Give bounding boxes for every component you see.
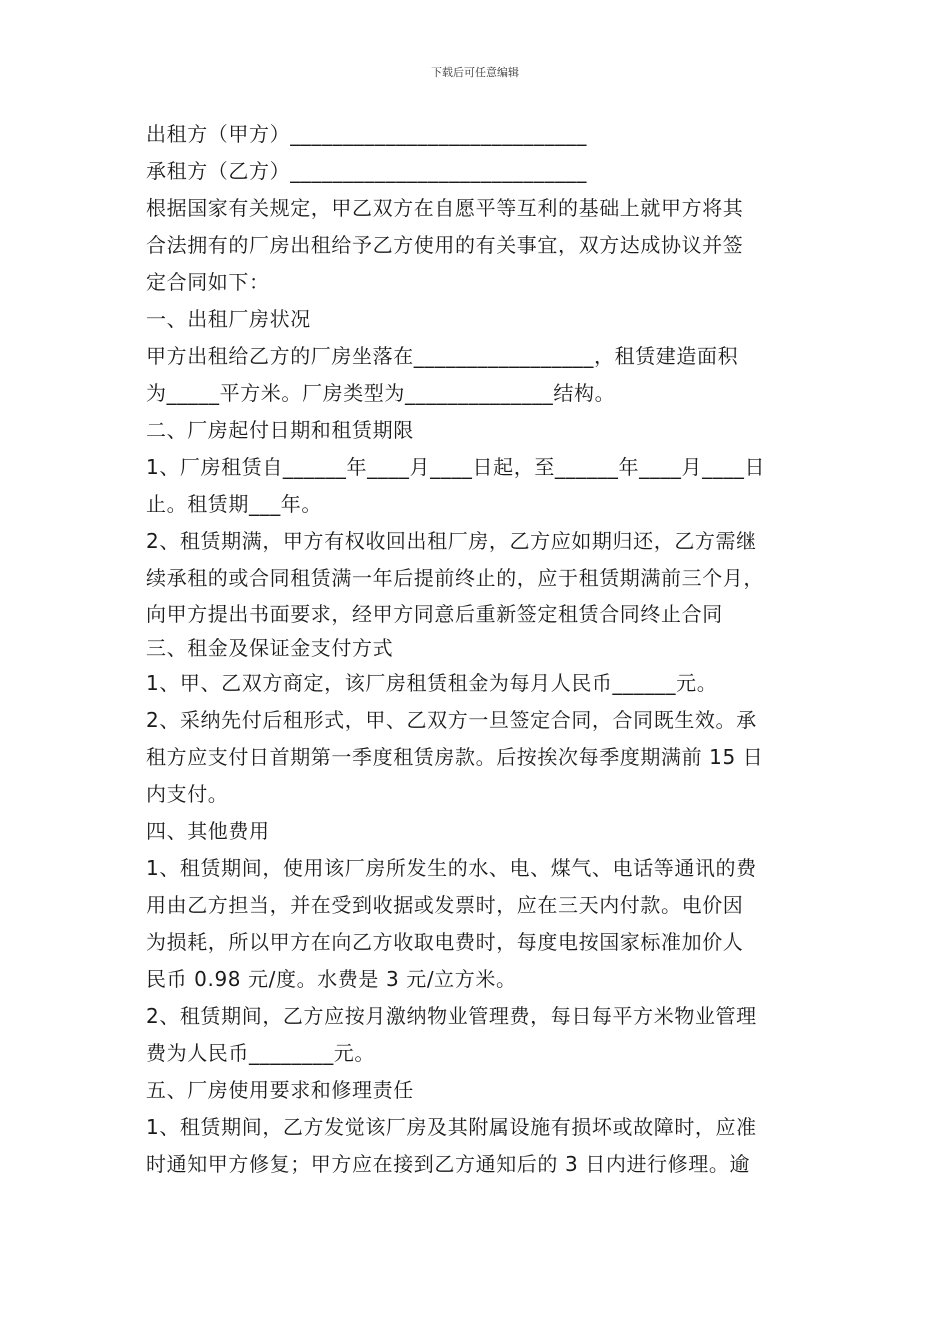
paragraph-line: 2、采纳先付后租形式，甲、乙双方一旦签定合同，合同既生效。承 [146,708,757,732]
section-heading: 二、厂房起付日期和租赁期限 [146,418,414,442]
lessor-line: 出租方（甲方）____________________________ [146,122,587,146]
paragraph-line: 用由乙方担当，并在受到收据或发票时，应在三天内付款。电价因 [146,893,744,917]
paragraph-line: 续承租的或合同租赁满一年后提前终止的，应于租赁期满前三个月， [146,566,764,590]
paragraph-line: 内支付。 [146,782,229,806]
paragraph-line: 费为人民币________元。 [146,1041,375,1065]
paragraph-line: 2、租赁期满，甲方有权收回出租厂房，乙方应如期归还，乙方需继 [146,529,757,553]
paragraph-line: 向甲方提出书面要求，经甲方同意后重新签定租赁合同终止合同 [146,602,723,626]
section-heading: 三、租金及保证金支付方式 [146,636,394,660]
page-header: 下载后可任意编辑 [431,66,519,79]
preamble-line: 定合同如下： [146,270,270,294]
paragraph-line: 甲方出租给乙方的厂房坐落在_________________，租赁建造面积 [146,344,739,368]
paragraph-line: 2、租赁期间，乙方应按月激纳物业管理费，每日每平方米物业管理 [146,1004,757,1028]
paragraph-line: 为损耗，所以甲方在向乙方收取电费时，每度电按国家标准加价人 [146,930,744,954]
paragraph-line: 时通知甲方修复；甲方应在接到乙方通知后的 3 日内进行修理。逾 [146,1152,751,1176]
lessee-line: 承租方（乙方）____________________________ [146,159,587,183]
paragraph-line: 为_____平方米。厂房类型为______________结构。 [146,381,616,405]
paragraph-line: 租方应支付日首期第一季度租赁房款。后按挨次每季度期满前 15 日 [146,745,764,769]
paragraph-line: 民币 0.98 元/度。水费是 3 元/立方米。 [146,967,517,991]
paragraph-line: 1、租赁期间，乙方发觉该厂房及其附属设施有损坏或故障时，应准 [146,1115,757,1139]
section-heading: 五、厂房使用要求和修理责任 [146,1078,414,1102]
paragraph-line: 1、租赁期间，使用该厂房所发生的水、电、煤气、电话等通讯的费 [146,856,757,880]
contract-body [146,116,810,1183]
paragraph-line: 1、甲、乙双方商定，该厂房租赁租金为每月人民币______元。 [146,671,718,695]
preamble-line: 合法拥有的厂房出租给予乙方使用的有关事宜，双方达成协议并签 [146,233,744,257]
paragraph-line: 1、厂房租赁自______年____月____日起，至______年____月____日 [146,455,766,479]
paragraph-line: 止。租赁期___年。 [146,492,322,516]
section-heading: 一、出租厂房状况 [146,307,311,331]
section-heading: 四、其他费用 [146,819,270,843]
preamble-line: 根据国家有关规定，甲乙双方在自愿平等互利的基础上就甲方将其 [146,196,744,220]
